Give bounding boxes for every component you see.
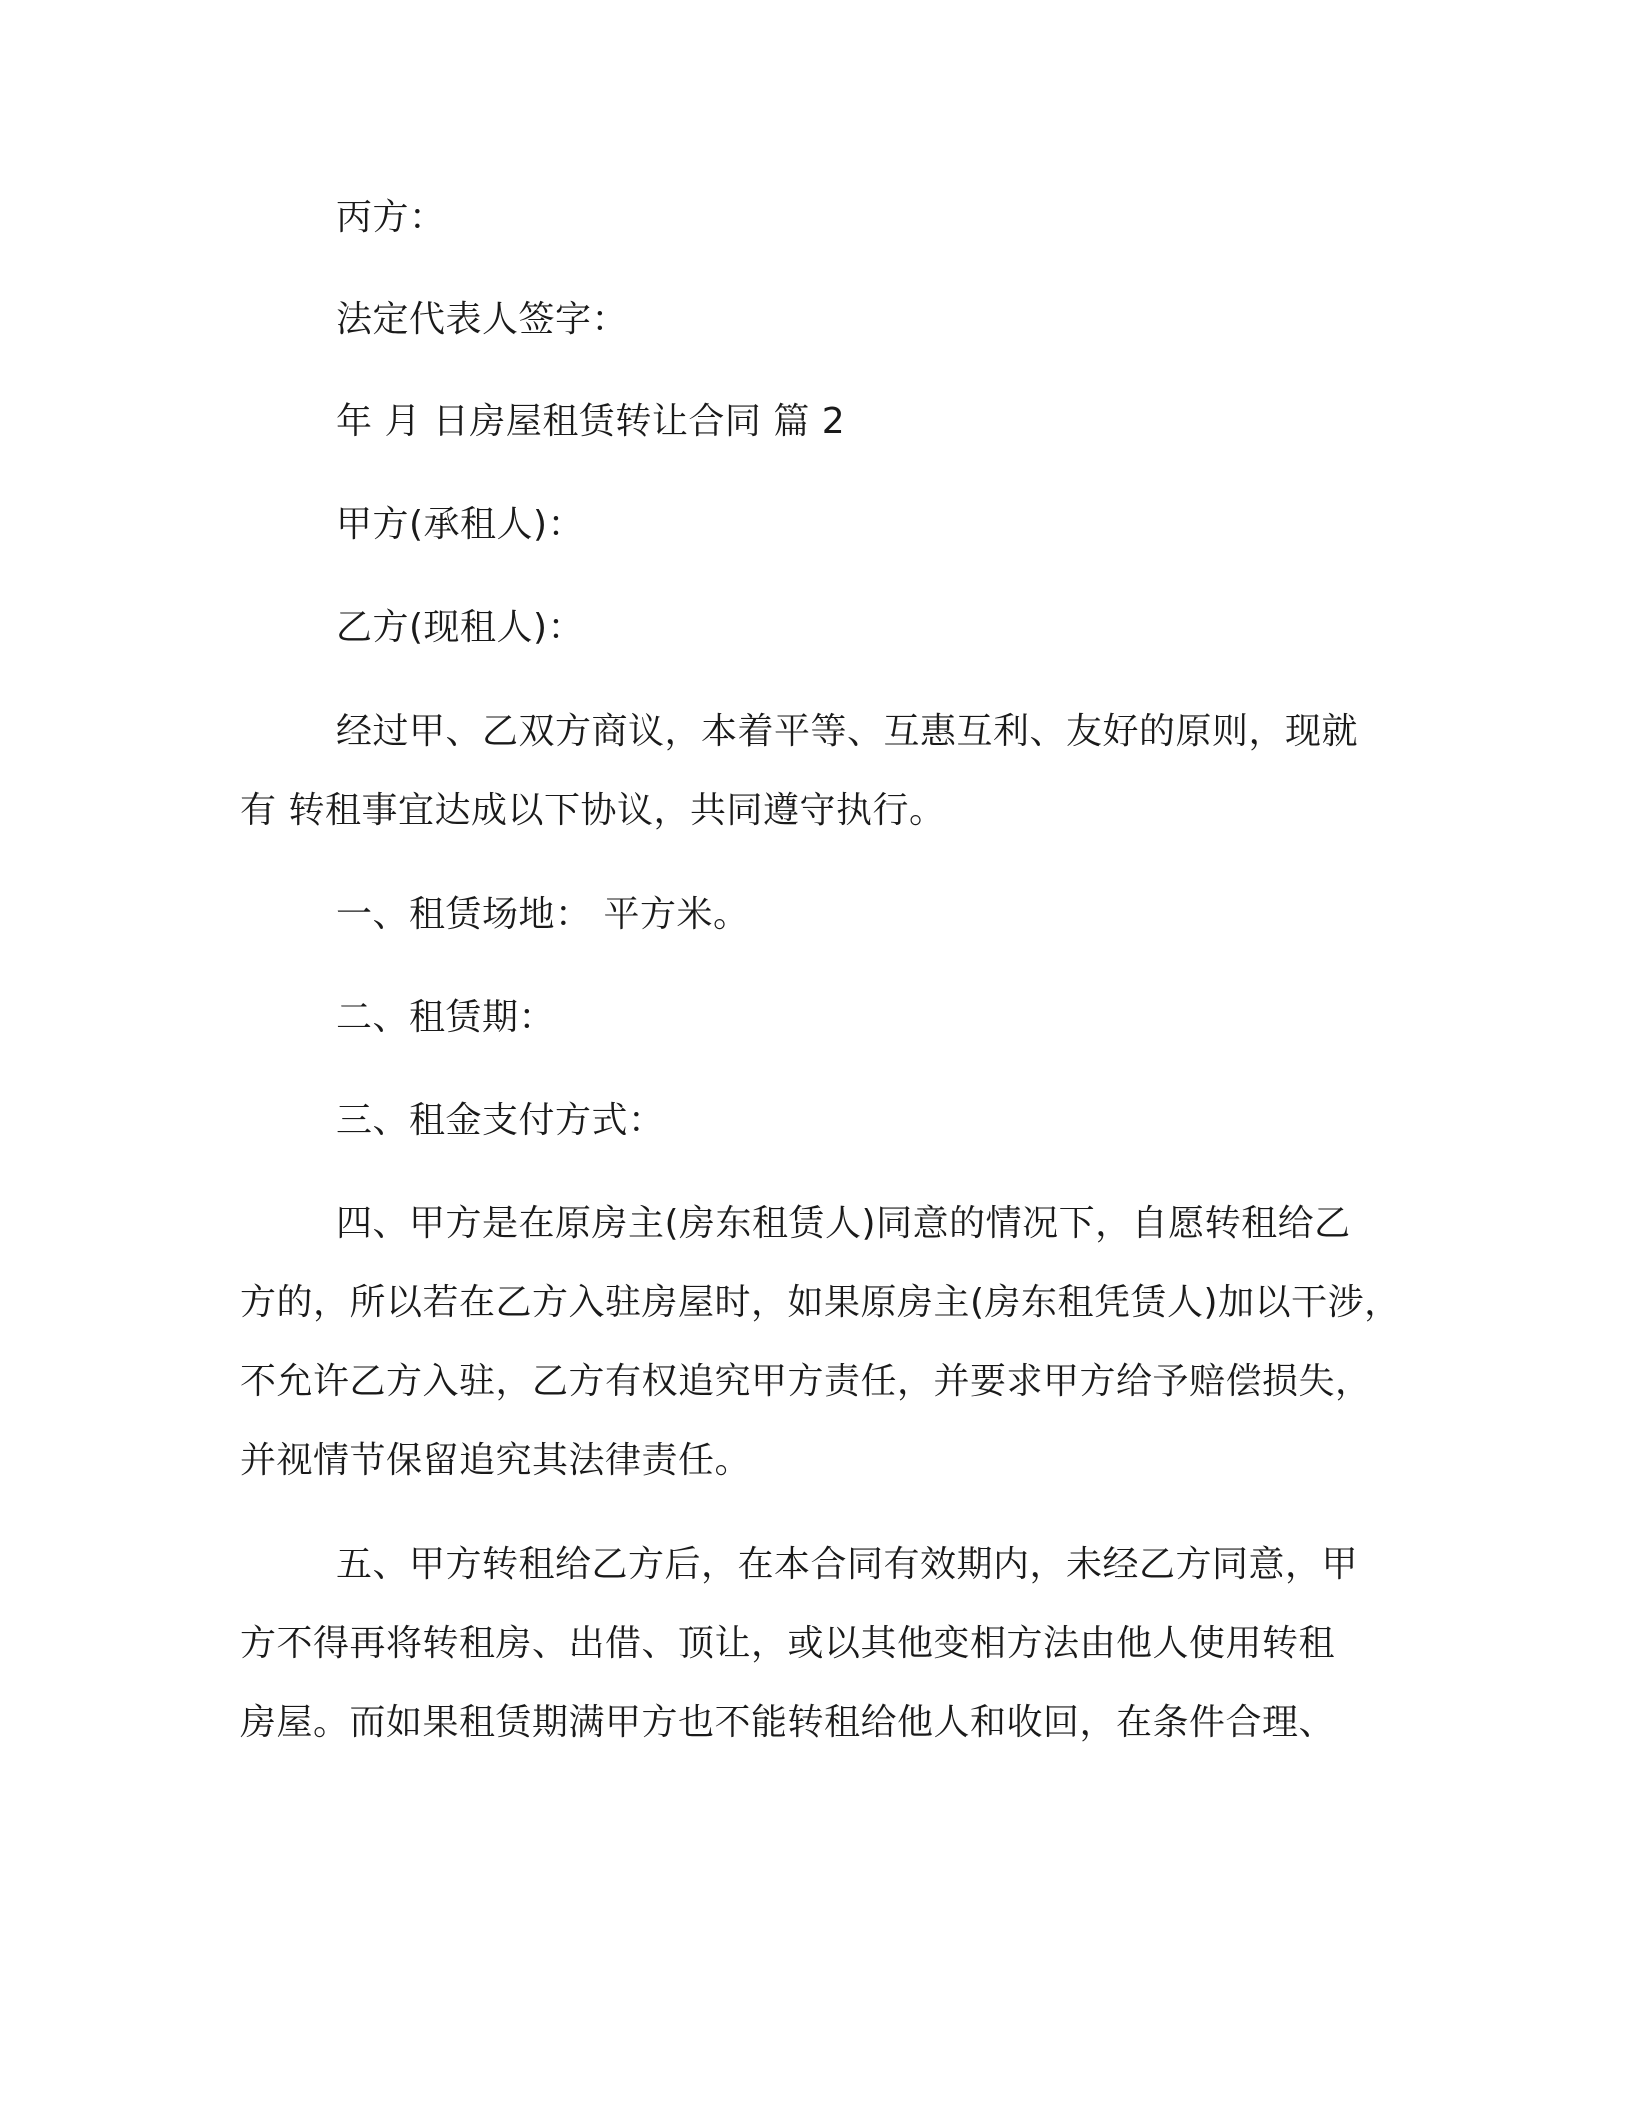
preamble-line-1: 经过甲、乙双方商议，本着平等、互惠互利、友好的原则，现就 — [336, 711, 1359, 752]
party-b-line: 乙方(现租人)： — [336, 607, 585, 648]
clause-4-line-1: 四、甲方是在原房主(房东租赁人)同意的情况下，自愿转租给乙 — [336, 1203, 1351, 1244]
clause-5-line-3: 房屋。而如果租赁期满甲方也不能转租给他人和收回，在条件合理、 — [240, 1702, 1336, 1743]
clause-5-line-1: 五、甲方转租给乙方后，在本合同有效期内，未经乙方同意，甲 — [336, 1544, 1359, 1585]
party-c-line: 丙方： — [336, 197, 446, 238]
party-a-line: 甲方(承租人)： — [336, 504, 585, 545]
preamble-line-2: 有 转租事宜达成以下协议，共同遵守执行。 — [240, 790, 946, 831]
legal-rep-signature-line: 法定代表人签字： — [336, 299, 629, 340]
clause-4-line-4: 并视情节保留追究其法律责任。 — [240, 1440, 752, 1481]
clause-1-line: 一、租赁场地： 平方米。 — [336, 894, 750, 935]
section-title-line: 年 月 日房屋租赁转让合同 篇 2 — [336, 401, 846, 442]
clause-4-line-3: 不允许乙方入驻，乙方有权追究甲方责任，并要求甲方给予赔偿损失， — [240, 1361, 1372, 1402]
clause-4-line-2: 方的，所以若在乙方入驻房屋时，如果原房主(房东租凭赁人)加以干涉， — [240, 1282, 1401, 1323]
clause-2-line: 二、租赁期： — [336, 997, 556, 1038]
clause-5-line-2: 方不得再将转租房、出借、顶让，或以其他变相方法由他人使用转租 — [240, 1623, 1336, 1664]
clause-3-line: 三、租金支付方式： — [336, 1100, 665, 1141]
